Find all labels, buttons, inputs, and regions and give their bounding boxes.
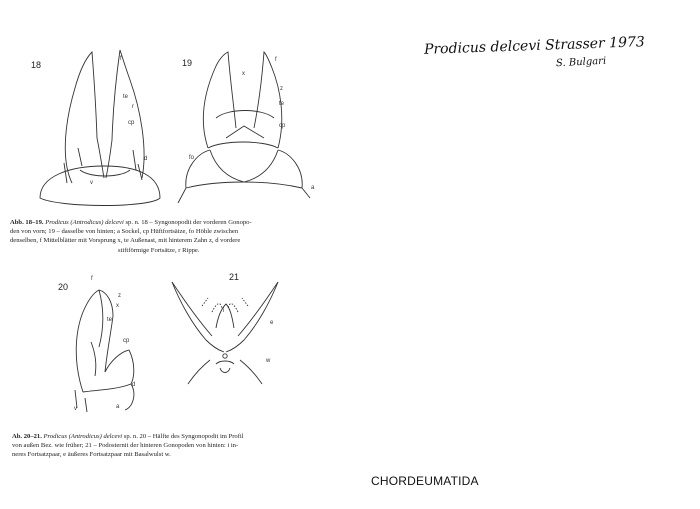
figure-20-label-d: d: [132, 382, 136, 388]
figure-18-label-r: r: [132, 104, 134, 110]
handwritten-signature: S. Bulgari: [555, 55, 607, 70]
figure-20-drawing: [55, 272, 155, 417]
figure-21-label-e: e: [270, 320, 274, 326]
figure-19-label-x: x: [242, 71, 245, 77]
figure-19-label-te: te: [279, 101, 285, 107]
figure-18-label-f: f: [120, 56, 122, 62]
figure-19: [168, 48, 328, 213]
caption-bottom-line1: sp. n. 20 – Hälfte des Syngonopodit im Profil: [123, 433, 244, 440]
figure-18: [20, 48, 180, 213]
figure-20-label-x: x: [116, 303, 119, 309]
figure-18-drawing: [20, 48, 180, 213]
figure-20-label-v: v: [74, 406, 77, 412]
figure-18-label-v: v: [90, 180, 93, 186]
figure-19-drawing: [168, 48, 328, 213]
order-label: CHORDEUMATIDA: [371, 474, 479, 488]
figure-20-number: 20: [58, 282, 69, 292]
caption-figures-18-19: [10, 218, 252, 255]
figure-19-label-fo: fo: [189, 155, 195, 161]
caption-figures-20-21: [12, 432, 244, 460]
figure-19-label-z: z: [280, 86, 283, 92]
figure-20-label-cp: cp: [123, 338, 130, 344]
figure-19-label-a: a: [311, 185, 315, 191]
caption-bottom-line2: von außen Bez. wie früher; 21 – Podosternit der hinteren Gonopoden von hinten: i in-: [12, 442, 239, 450]
handwritten-species-name: Prodicus delcevi Strasser 1973: [423, 34, 646, 58]
figure-21-number: 21: [229, 272, 240, 282]
caption-bottom-line3: neres Fortsatzpaar, e äußeres Fortsatzpaar mit Basalwulst w.: [12, 451, 171, 459]
figure-20: [55, 272, 155, 417]
caption-top-line2: den von vorn; 19 – dasselbe von hinten; a Sockel, cp Hüftfortsätze, fo Höhle zwischen: [10, 228, 239, 236]
caption-top-lead: Abb. 18–19.: [10, 219, 44, 226]
figure-21-label-w: w: [266, 358, 271, 364]
figure-20-label-z: z: [118, 293, 121, 299]
figure-19-number: 19: [182, 58, 193, 68]
caption-top-line3: denselben, f Mittelblätter mit Vorsprung x, te Außenast, mit hinterem Zahn z, d vordere: [10, 237, 241, 245]
figure-18-label-te: te: [123, 94, 129, 100]
figure-20-label-a: a: [116, 404, 120, 410]
figure-21-label-i: i: [223, 308, 225, 314]
figure-20-label-f: f: [91, 276, 93, 282]
caption-top-line1: sp. n. 18 – Syngonopodit der vorderen Gonopo-: [125, 219, 252, 226]
caption-top-taxon: Prodicus (Antrodicus) delcevi: [45, 219, 124, 226]
caption-bottom-lead: Ab. 20–21.: [12, 433, 42, 440]
caption-bottom-taxon: Prodicus (Antrodicus) delcevi: [43, 433, 123, 440]
figure-18-label-d: d: [144, 156, 148, 162]
figure-18-number: 18: [31, 60, 42, 70]
figure-21: [160, 268, 290, 403]
figure-21-drawing: [160, 268, 290, 403]
figure-19-label-cp: cp: [279, 123, 286, 129]
figure-19-label-f: f: [275, 57, 277, 63]
figure-20-label-te: te: [107, 317, 113, 323]
caption-top-line4: stiftförmige Fortsätze, r Rippe.: [118, 246, 200, 254]
figure-18-label-cp: cp: [128, 120, 135, 126]
